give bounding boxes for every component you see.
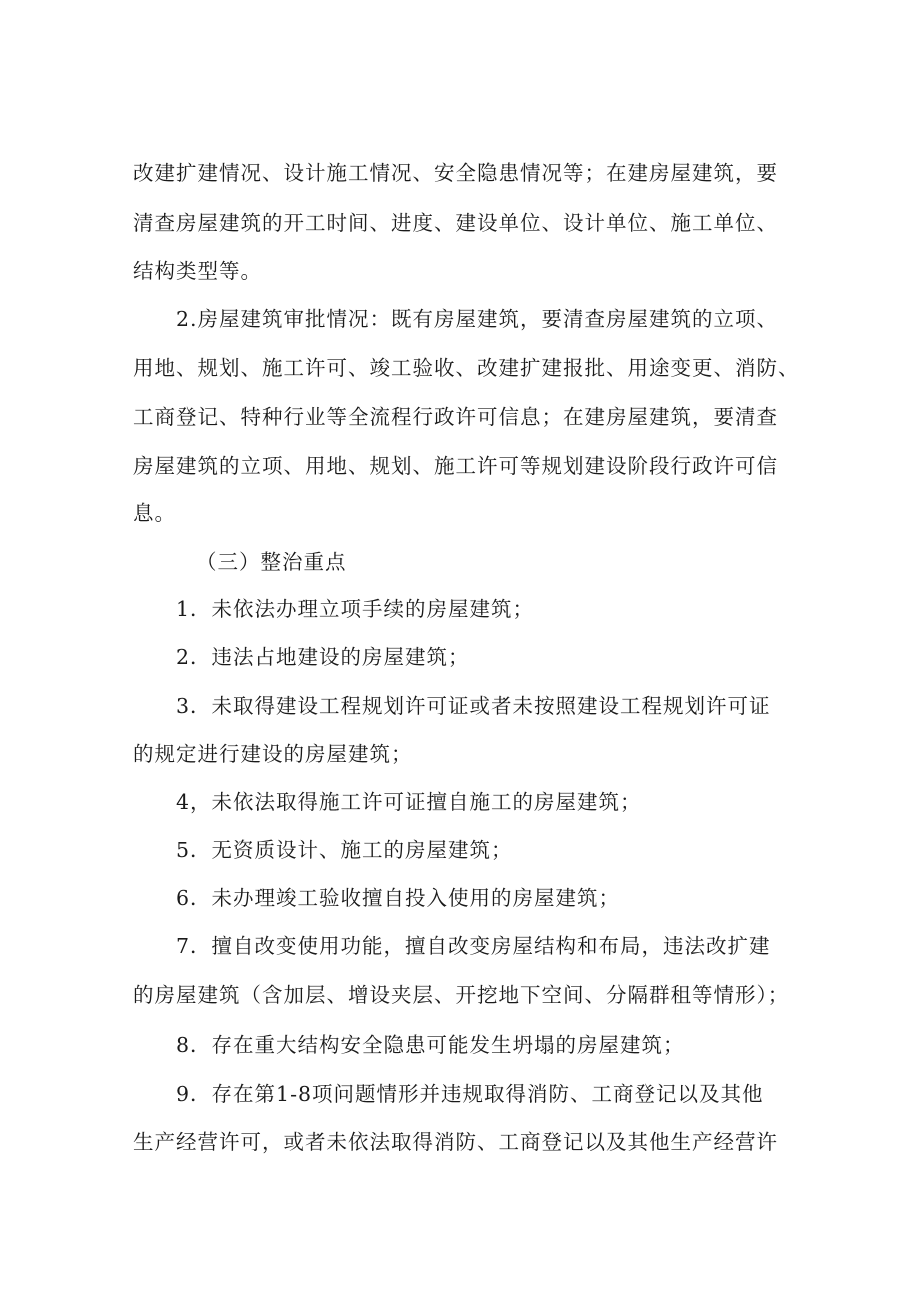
section-heading: （三）整治重点 (196, 550, 347, 574)
paragraph-line: 改建扩建情况、设计施工情况、安全隐患情况等；在建房屋建筑，要 (133, 161, 778, 185)
paragraph-line: 清查房屋建筑的开工时间、进度、建设单位、设计单位、施工单位、 (133, 211, 778, 235)
focus-item-6: 6．未办理竣工验收擅自投入使用的房屋建筑； (176, 886, 621, 910)
paragraph-line: 结构类型等。 (133, 259, 262, 283)
focus-item-1: 1．未依法办理立项手续的房屋建筑； (176, 597, 535, 621)
focus-item-8: 8．存在重大结构安全隐患可能发生坍塌的房屋建筑； (176, 1033, 685, 1057)
focus-item-9: 9．存在第1-8项问题情形并违规取得消防、工商登记以及其他 (176, 1082, 764, 1106)
focus-item-5: 5．无资质设计、施工的房屋建筑； (176, 838, 513, 862)
item-2-line: 房屋建筑的立项、用地、规划、施工许可等规划建设阶段行政许可信 (133, 454, 778, 478)
focus-item-7: 7．擅自改变使用功能，擅自改变房屋结构和布局，违法改扩建 (176, 934, 771, 958)
focus-item-4: 4，未依法取得施工许可证擅自施工的房屋建筑； (176, 790, 642, 814)
focus-item-7-cont: 的房屋建筑（含加层、增设夹层、开挖地下空间、分隔群租等情形）； (133, 983, 790, 1007)
focus-item-3-cont: 的规定进行建设的房屋建筑； (133, 742, 413, 766)
item-2-line: 用地、规划、施工许可、竣工验收、改建扩建报批、用途变更、消防、 (133, 356, 800, 380)
focus-item-2: 2．违法占地建设的房屋建筑； (176, 645, 470, 669)
item-2-line: 工商登记、特种行业等全流程行政许可信息；在建房屋建筑，要清查 (133, 405, 778, 429)
focus-item-9-cont: 生产经营许可，或者未依法取得消防、工商登记以及其他生产经营许 (133, 1130, 778, 1154)
item-2-line: 2.房屋建筑审批情况：既有房屋建筑，要清查房屋建筑的立项、 (176, 307, 779, 331)
focus-item-3: 3．未取得建设工程规划许可证或者未按照建设工程规划许可证 (176, 694, 771, 718)
item-2-line: 息。 (133, 501, 176, 525)
